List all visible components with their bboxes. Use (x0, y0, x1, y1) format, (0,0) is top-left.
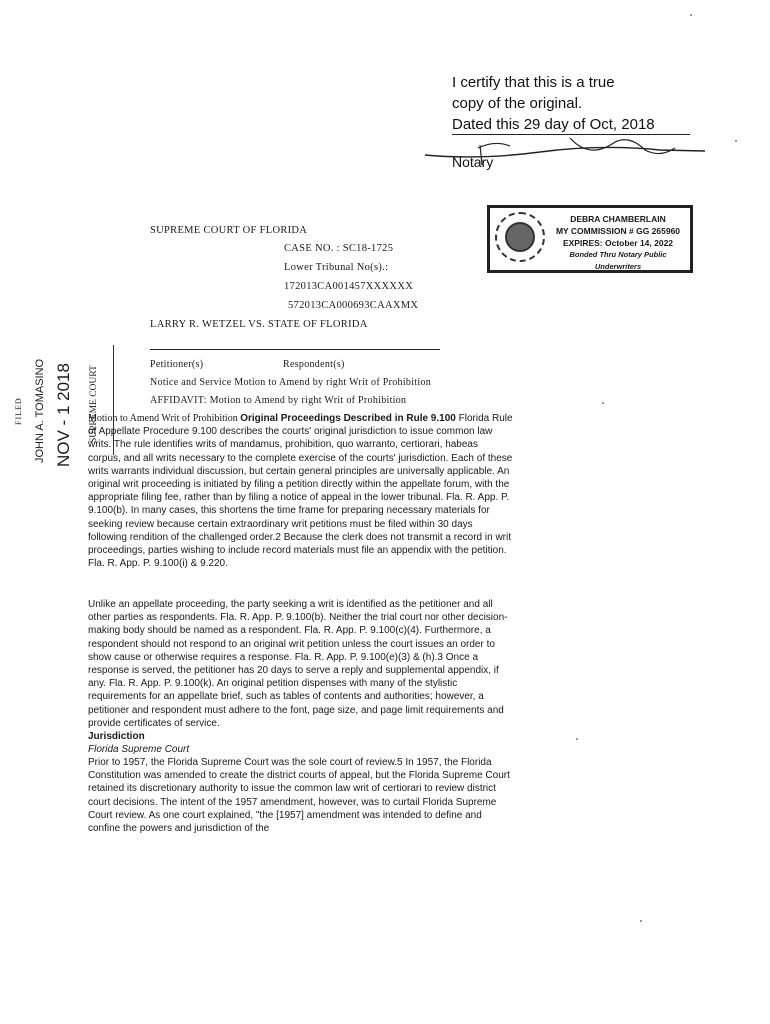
notary-expires: EXPIRES: October 14, 2022 (562, 238, 674, 248)
notary-stamp (487, 205, 693, 273)
florida-supreme-court-subheading: Florida Supreme Court (88, 744, 190, 755)
body-paragraph-3 (88, 756, 513, 835)
notary-name: DEBRA CHAMBERLAIN (570, 214, 666, 224)
p2-text: Unlike an appellate proceeding, the party seeking a writ is identified as the petitioner and all other parties as respondents. Fla. R. App. P. 9.100(b). Neither the trial court nor other decision-making body should be named as a respondent. Fla. R. App. P. 9.100(c)(4). Furthermore, a respondent should not respond to an original writ petition unless the court issues an order to show cause or otherwise requires a response. Fla. R. App. P. 9.100(e)(3) & (h).3 Once a response is served, the petitioner has 20 days to serve a reply and supplemental appendix, if any. Fla. R. App. P. 9.100(k). An original petition dispenses with many of the stylistic requirements for an appellate brief, such as tables of contents and authorities; however, a petitioner and respondent must adhere to the font, page size, and page limit requirements and provide certificates of service. (88, 599, 508, 729)
p1-lead: Motion to Amend Writ of Prohibition (88, 413, 241, 424)
caption-rule (150, 349, 440, 350)
respondent-label: Respondent(s) (283, 359, 345, 370)
case-number: CASE NO. : SC18-1725 (284, 243, 394, 254)
affidavit-line: AFFIDAVIT: Motion to Amend by right Writ of Prohibition (150, 395, 407, 406)
body-paragraph-2 (88, 598, 513, 730)
lower-tribunal-2: 572013CA000693CAAXMX (288, 300, 419, 311)
case-parties: LARRY R. WETZEL VS. STATE OF FLORIDA (150, 319, 368, 330)
jurisdiction-heading: Jurisdiction (88, 731, 145, 742)
filing-date: NOV - 1 2018 (54, 363, 73, 467)
certification-dated: Dated this 29 day of Oct, 2018 (452, 116, 655, 133)
notary-seal-icon (495, 212, 545, 262)
filing-court: SUPREME COURT (89, 365, 99, 443)
notary-label: Notary (452, 154, 494, 170)
notary-bonded: Bonded Thru Notary Public Underwriters (569, 250, 667, 271)
p1-text: Florida Rule of Appellate Procedure 9.100 describes the courts' original jurisdiction to issue common law writs. The rule identifies writs of mandamus, prohibition, quo warranto, certiorari, habeas corpus, and all writs necessary to the complete exercise of the courts' jurisdiction. Each of these writs warrants individual discussion, but certain general principles are universally applicable. An original writ proceeding is initiated by filing a petition directly within the appellate forum, with the appropriate filing fee, rather than by filing a notice of appeal in the lower tribunal. Fla. R. App. P. 9.100(b). In many cases, this shortens the time frame for preparing necessary materials for seeking review because certain extraordinary writ petitions must be filed within 30 days following rendition of the challenged order.2 Because the clerk does not transmit a record in writ proceedings, parties wishing to include record materials must file an appendix with the petition. Fla. R. App. P. 9.100(i) & 9.220. (88, 413, 513, 570)
clerk-name: JOHN A. TOMASINO (34, 358, 46, 463)
petitioner-label: Petitioner(s) (150, 359, 204, 370)
filing-stamp (14, 355, 99, 475)
p1-heading: Original Proceedings Described in Rule 9.100 (240, 413, 456, 424)
filed-label: FILED (14, 397, 23, 425)
signature-scribble (420, 130, 710, 170)
p3-text: Prior to 1957, the Florida Supreme Court was the sole court of review.5 In 1957, the Florida Constitution was amended to create the district courts of appeal, but the Florida Supreme Court retained its discretionary authority to issue the common law writ of certiorari to review district court decisions. The intent of the 1957 amendment, however, was to curtail Florida Supreme Court review. As one court explained, "the [1957] amendment was intended to define and confine the powers and jurisdiction of the (88, 757, 510, 835)
court-title: SUPREME COURT OF FLORIDA (150, 225, 308, 236)
lower-tribunal-1: 172013CA001457XXXXXX (284, 281, 414, 292)
notice-line: Notice and Service Motion to Amend by right Writ of Prohibition (150, 377, 432, 388)
body-paragraph-1 (88, 412, 513, 570)
lower-tribunal-label: Lower Tribunal No(s).: (284, 262, 389, 273)
notary-commission: MY COMMISSION # GG 265960 (555, 226, 681, 236)
certification-line-1: I certify that this is a true (452, 74, 615, 91)
certification-line-2: copy of the original. (452, 95, 583, 112)
